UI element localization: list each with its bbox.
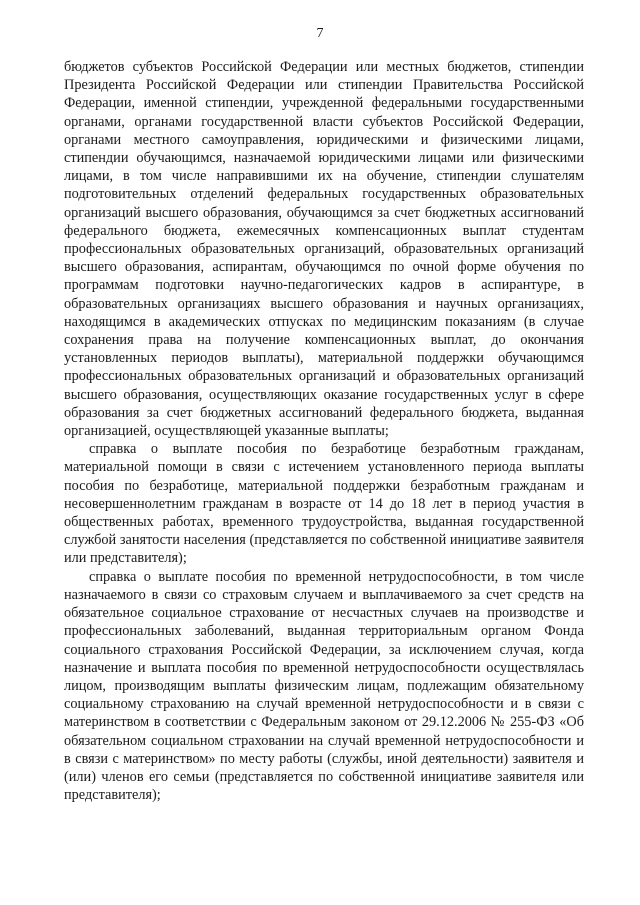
page-number: 7 bbox=[316, 26, 324, 41]
document-body bbox=[64, 58, 584, 804]
paragraph-sick-leave-certificate: справка о выплате пособия по временной нетрудоспособности, в том числе назначаемого в связи со страховым случаем и выплачиваемого за счет средств на обязательное социальное страхование от несчастных случаев на производстве и профессиональных заболеваний, выданная территориальным органом Фонда социального страхования Российской Федерации, за исключением случая, когда назначение и выплата пособия по временной нетрудоспособности осуществлялась лицом, производящим выплаты физическим лицам, подлежащим обязательному социальному страхованию на случай временной нетрудоспособности и в связи с материнством в соответствии с Федеральным законом от 29.12.2006 № 255-ФЗ «Об обязательном социальном страховании на случай временной нетрудоспособности и в связи с материнством» по месту работы (службы, иной деятельности) заявителя и (или) членов его семьи (представляется по собственной инициативе заявителя или представителя); bbox=[64, 568, 584, 804]
paragraph-stipend-continuation: бюджетов субъектов Российской Федерации или местных бюджетов, стипендии Президента Российской Федерации или стипендии Правительства Российской Федерации, именной стипендии, учрежденной федеральными государственными органами, органами государственной власти субъектов Российской Федерации, органами местного самоуправления, юридическими и физическими лицами, стипендии обучающимся, назначаемой юридическими лицами или физическими лицами, в том числе направившими их на обучение, стипендии слушателям подготовительных отделений федеральных государственных образовательных организаций высшего образования, обучающимся за счет бюджетных ассигнований федерального бюджета, ежемесячных компенсационных выплат студентам профессиональных образовательных организаций, образовательных организаций высшего образования, аспирантам, обучающимся по очной форме обучения по программам подготовки научно-педагогических кадров в аспирантуре, в образовательных организациях высшего образования и научных организациях, находящимся в академических отпусках по медицинским показаниям (в случае сохранения права на получение компенсационных выплат, до окончания установленных периодов выплаты), материальной поддержки обучающимся профессиональных образовательных организаций и образовательных организаций высшего образования, осуществляющих оказание государственных услуг в сфере образования за счет бюджетных ассигнований федерального бюджета, выданная организацией, осуществляющей указанные выплаты; bbox=[64, 59, 584, 440]
paragraph-unemployment-certificate: справка о выплате пособия по безработице безработным гражданам, материальной помощи в связи с истечением установленного периода выплаты пособия по безработице, материальной поддержки безработным гражданам и несовершеннолетним гражданам в возрасте от 14 до 18 лет в период участия в общественных работах, временного трудоустройства, выданная государственной службой занятости населения (представляется по собственной инициативе заявителя или представителя); bbox=[64, 441, 584, 567]
